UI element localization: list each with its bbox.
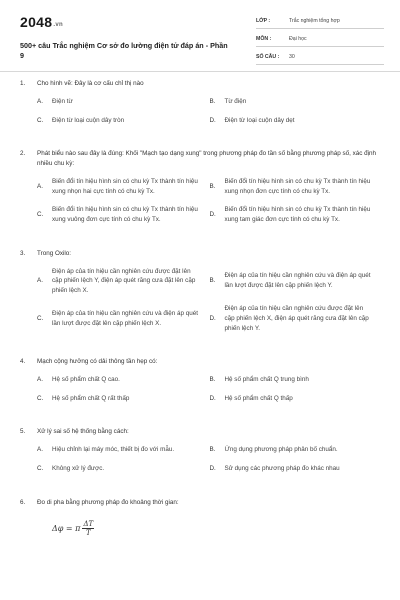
option-text: Hiệu chỉnh lại máy móc, thiết bị đo với mẫu. bbox=[52, 446, 175, 454]
header-divider bbox=[0, 71, 400, 72]
question-number: 4. bbox=[20, 358, 26, 366]
option-text: Điện áp của tín hiệu cần nghiên cứu và điện áp quét lần lượt được đặt lên cặp phiến lệch X. bbox=[52, 310, 198, 327]
option-letter: A. bbox=[37, 376, 43, 384]
question-text: Đo di pha bằng phương pháp đo khoảng thời gian: bbox=[37, 498, 179, 506]
option-text: Từ điện bbox=[224, 98, 247, 105]
option-letter: D. bbox=[209, 464, 216, 472]
question-text: Mạch cộng hưởng có dải thông tần hẹp có: bbox=[37, 358, 158, 366]
phase-formula bbox=[52, 520, 382, 537]
option-list bbox=[37, 267, 382, 343]
option-letter: C. bbox=[37, 116, 44, 124]
document-meta bbox=[256, 14, 384, 65]
option-b[interactable] bbox=[210, 445, 383, 455]
option-b[interactable] bbox=[210, 375, 383, 385]
question-text: Cho hình vẽ: Đây là cơ cấu chỉ thị nào bbox=[37, 80, 144, 87]
option-letter: D. bbox=[209, 211, 216, 219]
formula-lhs: Δφ = π bbox=[52, 523, 81, 533]
option-d[interactable] bbox=[210, 116, 383, 126]
logo-tld: .vn bbox=[53, 22, 63, 28]
option-text: Điện từ loại cuộn dây tròn bbox=[52, 116, 125, 124]
meta-class-row bbox=[256, 14, 384, 29]
meta-class-label: LỚP : bbox=[256, 18, 271, 24]
option-text: Điện áp của tín hiệu cần nghiên cứu được đặt lên cặp phiến lệch X, điện áp quét răng cưa đặt lên cặp phiến lệch Y. bbox=[224, 305, 369, 332]
option-text: Hệ số phẩm chất Q thấp bbox=[224, 394, 293, 402]
question-list bbox=[20, 79, 382, 552]
option-d[interactable] bbox=[210, 394, 383, 404]
option-letter: A. bbox=[37, 277, 43, 285]
meta-count-value: 30 bbox=[289, 54, 295, 60]
question-text: Xử lý sai số hệ thống bằng cách: bbox=[37, 428, 129, 436]
option-d[interactable] bbox=[210, 304, 383, 333]
option-letter: A. bbox=[37, 98, 43, 105]
formula-numerator: ΔT bbox=[83, 519, 94, 528]
option-letter: A. bbox=[37, 182, 43, 190]
option-c[interactable] bbox=[37, 205, 210, 224]
question-stem bbox=[20, 427, 382, 437]
option-text: Điện từ bbox=[52, 98, 73, 105]
option-letter: C. bbox=[37, 211, 44, 219]
question-6 bbox=[20, 498, 382, 537]
option-text: Biến đổi tín hiệu hình sin có chu kỳ Tx thành tín hiệu xung nhọn hai cực tính có chu kỳ Tx. bbox=[52, 178, 198, 195]
option-letter: B. bbox=[209, 98, 216, 105]
meta-subject-value: Đại học bbox=[289, 36, 307, 42]
option-text: Hệ số phẩm chất Q cao. bbox=[52, 376, 120, 384]
question-number: 6. bbox=[20, 498, 26, 506]
option-c[interactable] bbox=[37, 116, 210, 126]
question-number: 5. bbox=[20, 428, 26, 436]
meta-count-label: SỐ CÂU : bbox=[256, 54, 280, 60]
option-b[interactable] bbox=[210, 97, 383, 107]
option-list bbox=[37, 97, 382, 134]
formula-fraction bbox=[82, 520, 94, 537]
option-letter: B. bbox=[209, 182, 216, 190]
option-letter: A. bbox=[37, 446, 43, 454]
question-text: Trong Oxilo: bbox=[37, 249, 72, 257]
question-2 bbox=[20, 149, 382, 233]
option-b[interactable] bbox=[210, 177, 383, 196]
option-a[interactable] bbox=[37, 445, 210, 455]
question-stem bbox=[20, 149, 382, 169]
question-5 bbox=[20, 427, 382, 482]
question-4 bbox=[20, 357, 382, 412]
formula-denominator: T bbox=[85, 528, 91, 537]
option-text: Hệ số phẩm chất Q rất thấp bbox=[52, 394, 130, 402]
option-letter: D. bbox=[209, 394, 216, 402]
question-1 bbox=[20, 79, 382, 134]
meta-subject-row bbox=[256, 32, 384, 47]
option-text: Biến đổi tín hiệu hình sin có chu kỳ Tx thành tín hiệu xung tam giác đơn cực tính có chu kỳ Tx. bbox=[224, 206, 371, 223]
option-text: Không xử lý được. bbox=[52, 464, 105, 472]
question-stem bbox=[20, 498, 382, 508]
option-d[interactable] bbox=[210, 205, 383, 224]
option-a[interactable] bbox=[37, 97, 210, 107]
option-text: Điện áp của tín hiệu cần nghiên cứu và điện áp quét lần lượt được đặt lên cặp phiến lệch Y. bbox=[224, 272, 371, 289]
option-letter: D. bbox=[209, 116, 216, 124]
page-title: 500+ câu Trắc nghiệm Cơ sở đo lường điện tử đáp án - Phần 9 bbox=[20, 41, 228, 60]
question-number: 2. bbox=[20, 150, 26, 158]
option-letter: B. bbox=[209, 277, 216, 285]
option-letter: C. bbox=[37, 314, 44, 322]
option-a[interactable] bbox=[37, 177, 210, 196]
option-a[interactable] bbox=[37, 375, 210, 385]
option-list bbox=[37, 177, 382, 233]
option-text: Biến đổi tín hiệu hình sin có chu kỳ Tx thành tín hiệu xung nhọn đơn cực tính có chu kỳ Tx. bbox=[224, 178, 371, 195]
meta-class-value: Trắc nghiệm tổng hợp bbox=[289, 18, 340, 24]
option-c[interactable] bbox=[37, 304, 210, 333]
question-stem bbox=[20, 357, 382, 367]
question-number: 1. bbox=[20, 80, 26, 87]
site-logo[interactable] bbox=[20, 14, 63, 30]
logo-text: 2048 bbox=[20, 14, 53, 30]
option-text: Điện từ loại cuộn dây dẹt bbox=[224, 116, 295, 124]
option-c[interactable] bbox=[37, 464, 210, 474]
option-text: Hệ số phẩm chất Q trung bình bbox=[224, 376, 309, 384]
question-number: 3. bbox=[20, 249, 26, 257]
option-letter: B. bbox=[209, 376, 216, 384]
option-text: Biến đổi tín hiệu hình sin có chu kỳ Tx thành tín hiệu xung vuông đơn cực tính có chu kỳ Tx. bbox=[52, 206, 198, 223]
option-a[interactable] bbox=[37, 267, 210, 296]
meta-subject-label: MÔN : bbox=[256, 36, 272, 42]
question-stem bbox=[20, 249, 382, 259]
option-letter: C. bbox=[37, 394, 44, 402]
option-text: Sử dụng các phương pháp đo khác nhau bbox=[224, 464, 340, 472]
meta-count-row bbox=[256, 50, 384, 65]
option-list bbox=[37, 445, 382, 482]
option-b[interactable] bbox=[210, 267, 383, 296]
option-letter: B. bbox=[209, 446, 216, 454]
document-header bbox=[20, 12, 385, 62]
option-letter: D. bbox=[209, 314, 216, 322]
option-text: Điện áp của tín hiệu cần nghiên cứu được đặt lên cặp phiến lệch Y, điện áp quét răng cưa đặt lên cặp phiến lệch X. bbox=[52, 267, 196, 294]
option-c[interactable] bbox=[37, 394, 210, 404]
option-list bbox=[37, 375, 382, 412]
option-text: Ứng dụng phương pháp phân bố chuẩn. bbox=[224, 446, 338, 454]
question-stem bbox=[20, 79, 382, 89]
option-letter: C. bbox=[37, 464, 44, 472]
question-3 bbox=[20, 249, 382, 343]
option-d[interactable] bbox=[210, 464, 383, 474]
question-text: Phát biểu nào sau đây là đúng: Khối "Mạch tạo dạng xung" trong phương pháp đo tần số bằng phương pháp số, xác định nhiều chu kỳ: bbox=[37, 150, 377, 168]
